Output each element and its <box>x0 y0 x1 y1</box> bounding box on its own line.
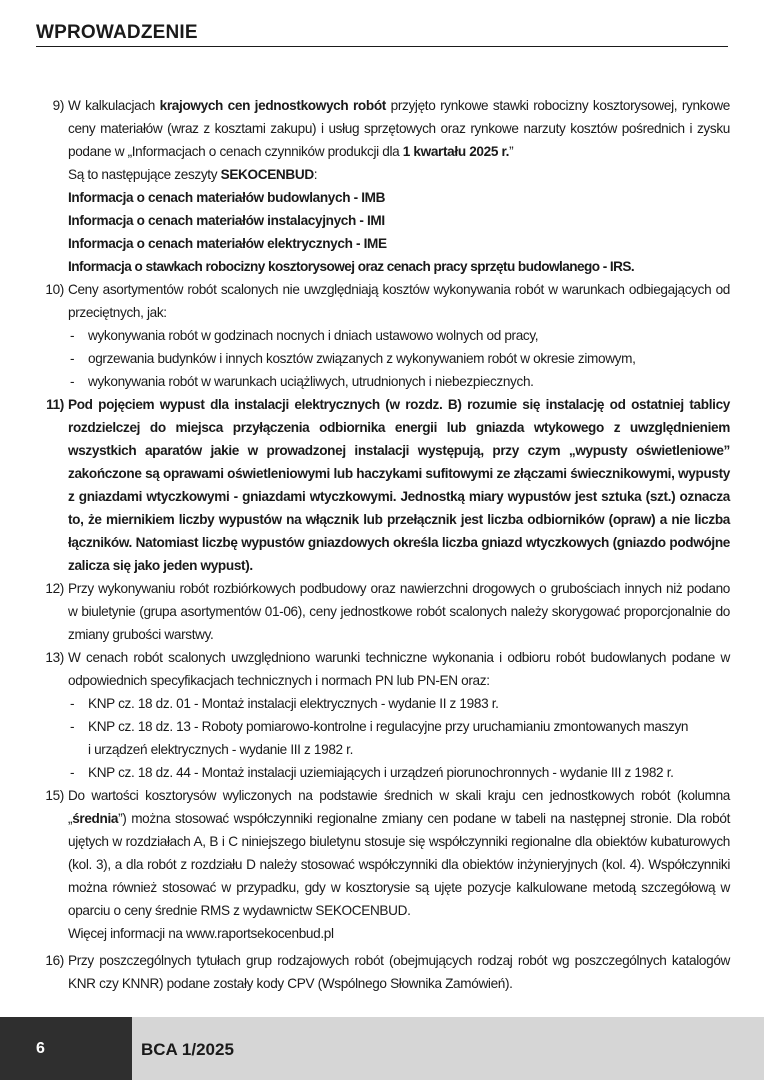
item-paragraph <box>68 94 730 163</box>
item-paragraph <box>68 163 730 186</box>
dash-item: - ogrzewania budynków i innych kosztów związanych z wykonywaniem robót w okresie zimowym, <box>70 351 636 366</box>
dash-item: - wykonywania robót w warunkach uciążliwych, utrudnionych i niebezpiecznych. <box>70 374 534 389</box>
item-number: 9) <box>52 98 64 113</box>
list-item-10 <box>32 278 730 393</box>
item-number: 15) <box>45 788 64 803</box>
booklet-line: Informacja o cenach materiałów budowlanych - IMB <box>68 190 386 205</box>
dash-item: - KNP cz. 18 dz. 13 - Roboty pomiarowo-kontrolne i regulacyjne przy uruchamianiu zmontowanych maszyn i urządzeń elektrycznych - wydanie III z 1982 r. <box>70 719 689 757</box>
item-number: 11) <box>46 397 64 412</box>
website-line: Więcej informacji na www.raportsekocenbud.pl <box>68 926 334 941</box>
item-number: 10) <box>45 282 64 297</box>
item-number: 13) <box>45 650 64 665</box>
item-number: 16) <box>45 953 64 968</box>
list-item-13 <box>32 646 730 784</box>
item-number: 12) <box>45 581 64 596</box>
dash-item: - wykonywania robót w godzinach nocnych i dniach ustawowo wolnych od pracy, <box>70 328 539 343</box>
text-run: ” <box>509 144 514 159</box>
text-run: : <box>313 167 318 182</box>
page-header <box>36 22 728 47</box>
item-paragraph: Przy poszczególnych tytułach grup rodzajowych robót (obejmujących rodzaj robót wg poszczególnych katalogów KNR czy KNNR) podane zostały kody CPV (Wspólnego Słownika Zamówień). <box>68 953 730 991</box>
main-content <box>32 94 730 995</box>
text-run: Są to następujące zeszyty <box>68 167 221 182</box>
list-item-16 <box>32 949 730 995</box>
item-paragraph: Ceny asortymentów robót scalonych nie uwzględniają kosztów wykonywania robót w warunkach odbiegających od przeciętnych, jak: <box>68 282 730 320</box>
item-paragraph: Pod pojęciem wypust dla instalacji elektrycznych (w rozdz. B) rozumie się instalację od ostatniej tablicy rozdzielczej do miejsca przyłączenia odbiornika energii lub gniazda wtykowego z uwzględnieniem wszystkich aparatów jakie w prowadzonej instalacji występują, przy czym „wypusty oświetleniowe” zakończone są oprawami oświetleniowymi lub haczykami sufitowymi ze złączami świecznikowymi, wypusty z gniazdami wtyczkowymi - gniazdami wtyczkowymi. Jednostką miary wypustów jest sztuka (szt.) oznacza to, że miernikiem liczby wypustów na włącznik lub przełącznik jest liczba odbiorników (opraw) a nie liczba łączników. Natomiast liczbę wypustów gniazdowych określa liczba gniazd wtyczkowych (gniazdo podwójne zalicza się jako jeden wypust). <box>68 397 730 573</box>
section-title: WPROWADZENIE <box>36 22 198 43</box>
footer-page-block <box>0 1017 132 1080</box>
item-paragraph: Do wartości kosztorysów wyliczonych na podstawie średnich w skali kraju cen jednostkowych robót (kolumna „średnia”) można stosować współczynniki regionalne zmiany cen podane w tabeli na następnej stronie. Dla robót ujętych w rozdziałach A, B i C niniejszego biuletynu stosuje się współczynniki regionalne dla obiektów kubaturowych (kol. 3), a dla robót z rozdziału D należy stosować współczynniki dla obiektów inżynieryjnych (kol. 4). Współczynniki można również stosować w przypadku, gdy w kosztorysie są ujęte pozycje kalkulowane metodą szczegółową w oparciu o ceny średnie RMS z wydawnictw SEKOCENBUD. <box>68 788 730 918</box>
booklet-line: Informacja o cenach materiałów elektrycznych - IME <box>68 236 387 251</box>
publication-label: BCA 1/2025 <box>141 1040 234 1059</box>
bold-run: 1 kwartału 2025 r. <box>402 144 510 159</box>
bold-run: krajowych cen jednostkowych robót <box>159 98 386 113</box>
booklet-line: Informacja o cenach materiałów instalacyjnych - IMI <box>68 213 385 228</box>
item-paragraph: W cenach robót scalonych uwzględniono warunki techniczne wykonania i odbioru robót budowlanych podane w odpowiednich specyfikacjach technicznych i normach PN lub PN-EN oraz: <box>68 650 730 688</box>
list-item-11 <box>32 393 730 577</box>
text-run: przyjęto rynkowe stawki robocizny kosztorysowej, rynkowe ceny materiałów (wraz z kosztami zakupu) i usług sprzętowych oraz rynkowe narzuty kosztów pośrednich i zysku podane w „Informacjach o cenach czynników produkcji dla <box>68 98 730 159</box>
item-paragraph: Przy wykonywaniu robót rozbiórkowych podbudowy oraz nawierzchni drogowych o grubościach innych niż podano w biuletynie (grupa asortymentów 01-06), ceny jednostkowe robót scalonych należy skorygować proporcjonalnie do zmiany grubości warstwy. <box>68 581 730 642</box>
bold-run: SEKOCENBUD <box>220 167 314 182</box>
list-item-12 <box>32 577 730 646</box>
list-item-15 <box>32 784 730 945</box>
text-run: W kalkulacjach <box>68 98 160 113</box>
dash-item: - KNP cz. 18 dz. 44 - Montaż instalacji uziemiających i urządzeń piorunochronnych - wydanie III z 1982 r. <box>70 765 674 780</box>
list-item-9 <box>32 94 730 278</box>
booklet-line: Informacja o stawkach robocizny kosztorysowej oraz cenach pracy sprzętu budowlanego - IRS. <box>68 259 635 274</box>
page-number: 6 <box>36 1040 45 1057</box>
dash-item: - KNP cz. 18 dz. 01 - Montaż instalacji elektrycznych - wydanie II z 1983 r. <box>70 696 499 711</box>
